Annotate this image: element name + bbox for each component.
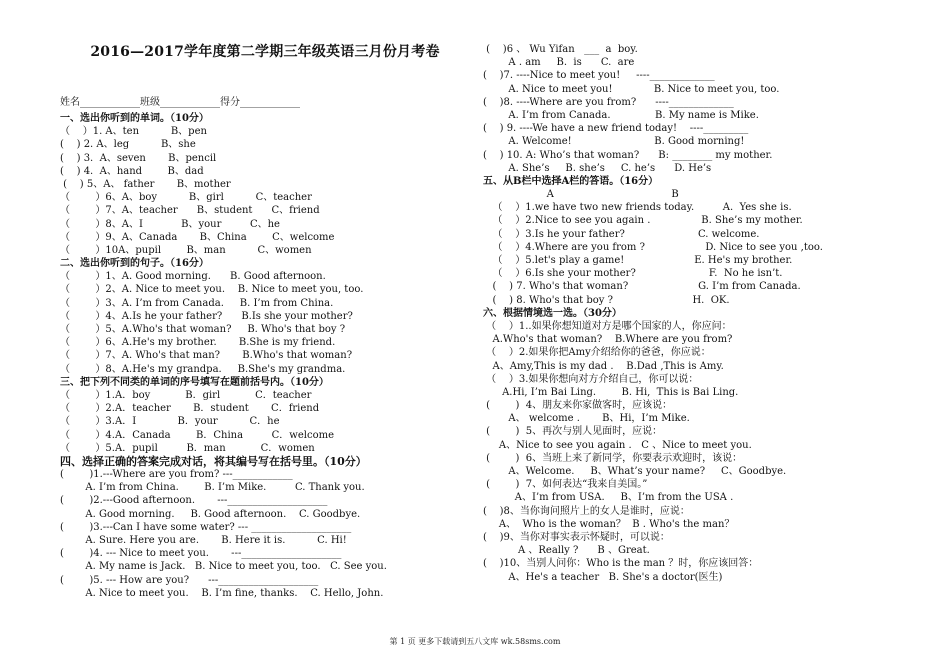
section-heading: 一、选出你听到的单词。（10分） bbox=[60, 113, 209, 124]
question-line: ( )8、当你询问照片上的女人是谁时，应说： bbox=[483, 505, 690, 517]
question-line: ( )9、当你对事实表示怀疑时，可以说： bbox=[483, 531, 670, 543]
question-line: ( ) 6、当班上来了新同学，你要表示欢迎时，该说： bbox=[483, 452, 743, 464]
question-line: ( )2.---Good afternoon. ---____________________ bbox=[60, 495, 328, 507]
question-line: （ ）10A、pupil B、man C、women bbox=[60, 244, 312, 256]
question-line: （ ）3.Is he your father? C. welcome. bbox=[483, 228, 760, 240]
question-line: A、He's a teacher B. She's a doctor(医生) bbox=[483, 571, 723, 583]
question-line: （ ）1.we have two new friends today. A. Yes she is. bbox=[483, 202, 792, 214]
question-line: （ ）8、A、I B、your C、he bbox=[60, 218, 280, 230]
question-line: A. Nice to meet you. B. I’m fine, thanks. C. Hello, John. bbox=[60, 587, 384, 599]
question-line: ( )7. ----Nice to meet you! ----_____________ bbox=[483, 70, 715, 82]
question-line: A.Hi, I’m Bai Ling. B. Hi, This is Bai Ling. bbox=[483, 386, 739, 398]
question-line: （ ）4、A.Is he your father? B.Is she your mother? bbox=[60, 310, 353, 322]
question-line: A、 Who is the woman？ B . Who's the man？ bbox=[483, 518, 735, 530]
question-line: ( ) 10. A: Who’s that woman? B: ________ my mother. bbox=[483, 149, 773, 161]
right-question-list bbox=[483, 43, 823, 584]
question-line: （ ）1..如果你想知道对方是哪个国家的人，你应问： bbox=[483, 320, 732, 332]
question-line: ( ) 5、A、 father B、mother bbox=[60, 178, 231, 190]
question-line: （ ）8、A.He's my grandpa. B.She's my grandma. bbox=[60, 363, 346, 375]
question-line: ( ) 4、朋友来你家做客时，应该说： bbox=[483, 400, 673, 412]
student-info-line: 姓名____________班级____________得分____________ bbox=[60, 97, 300, 108]
question-line: A. Nice to meet you! B. Nice to meet you, too. bbox=[483, 83, 780, 95]
question-line: （ ）2.A．teacher B．student C．friend bbox=[60, 403, 320, 415]
question-line: A. She’s B. she’s C. he’s D. He’s bbox=[483, 162, 712, 174]
question-line: A、Nice to see you again . C 、Nice to meet you. bbox=[483, 439, 752, 451]
question-line: ( ) 4. A、hand B、dad bbox=[60, 165, 204, 177]
question-line: （ ）1、A. Good morning. B. Good afternoon. bbox=[60, 271, 326, 283]
question-line: （ ）5.let's play a game! E. He's my brother. bbox=[483, 255, 793, 266]
question-line: ( )10、当别人问你：Who is the man ？时，你应该回答： bbox=[483, 558, 759, 570]
question-line: （ ）5、A.Who's that woman? B. Who's that boy ? bbox=[60, 324, 346, 335]
question-line: A. Sure. Here you are. B. Here it is. C. Hi! bbox=[60, 535, 347, 546]
question-line: （ ）1. A、ten B、pen bbox=[60, 126, 207, 138]
question-line: （ ）3、A. I’m from Canada. B. I’m from China. bbox=[60, 297, 334, 309]
question-line: ( ) 7、如何表达“我来自美国。” bbox=[483, 479, 648, 491]
page-footer: 第 1 页 更多下载请到五八文库 wk.58sms.com bbox=[389, 637, 561, 646]
question-line: （ ）6.Is she your mother? F. No he isn’t. bbox=[483, 268, 783, 280]
question-line: （ ）4.A．Canada B．China C．welcome bbox=[60, 429, 334, 441]
question-line: （ ）3.如果你想向对方介绍自己，你可以说： bbox=[483, 373, 699, 385]
question-line: （ ）2.如果你把Amy介绍给你的爸爸，你应说： bbox=[483, 347, 711, 359]
question-line: ( ) 2. A、leg B、she bbox=[60, 139, 196, 151]
left-question-list bbox=[60, 112, 387, 600]
question-line: A B bbox=[483, 189, 679, 201]
question-line: （ ）9、A、Canada B、China C、welcome bbox=[60, 231, 335, 243]
question-line: A、Welcome. B、What’s your name? C、Goodbye. bbox=[483, 466, 787, 477]
section-heading: 五、从B栏中选择A栏的答语。（16分） bbox=[483, 175, 659, 187]
question-line: A. I’m from Canada. B. My name is Mike. bbox=[483, 109, 759, 121]
question-line: （ ）7、A、teacher B、student C、friend bbox=[60, 205, 320, 217]
question-line: （ ）6、A.He's my brother. B.She is my friend. bbox=[60, 337, 336, 349]
question-line: （ ）7、A. Who's that man? B.Who's that woman? bbox=[60, 350, 353, 362]
question-line: ( ) 9. ----We have a new friend today! ----_________ bbox=[483, 123, 749, 135]
section-heading: 三、把下列不同类的单词的序号填写在题前括号内。（10分） bbox=[60, 376, 329, 388]
question-line: ( )4. --- Nice to meet you. ---____________________ bbox=[60, 548, 342, 560]
question-line: ( )8. ----Where are you from? ----_____________ bbox=[483, 96, 734, 108]
question-line: A.Who's that woman? B.Where are you from? bbox=[483, 334, 733, 346]
question-line: A. My name is Jack. B. Nice to meet you, too. C. See you. bbox=[60, 561, 387, 573]
question-line: ( )3.---Can I have some water? --- ____________________ bbox=[60, 521, 352, 533]
question-line: A. Good morning. B. Good afternoon. C. Goodbye. bbox=[60, 508, 361, 520]
question-line: ( )5. --- How are you? ---____________________ bbox=[60, 574, 319, 586]
question-line: A 、Really ? B 、Great. bbox=[483, 545, 650, 557]
question-line: （ ）3.A．I B．your C．he bbox=[60, 416, 280, 428]
question-line: ( ) 7. Who's that woman? G. I’m from Canada. bbox=[483, 281, 801, 293]
section-heading: 四、选择正确的答案完成对话，将其编号写在括号里。（10分） bbox=[60, 454, 367, 468]
section-heading: 二、选出你听到的句子。（16分） bbox=[60, 258, 209, 270]
question-line: ( )1.---Where are you from? ---____________ bbox=[60, 469, 293, 481]
question-line: （ ）6、A、boy B、girl C、teacher bbox=[60, 192, 312, 204]
question-line: ( ) 8. Who's that boy ? H. OK. bbox=[483, 294, 730, 306]
question-line: （ ）2、A. Nice to meet you. B. Nice to meet you, too. bbox=[60, 284, 364, 296]
question-line: A、 welcome . B、Hi，I’m Mike. bbox=[483, 413, 690, 425]
question-line: ( )6 、 Wu Yifan ___ a boy. bbox=[483, 44, 638, 55]
question-line: ( ) 5、再次与别人见面时，应说： bbox=[483, 426, 663, 438]
exam-title: 2016—2017学年度第二学期三年级英语三月份月考卷 bbox=[90, 44, 440, 60]
question-line: （ ）1.A．boy B．girl C．teacher bbox=[60, 389, 312, 401]
question-line: A. I’m from China. B. I’m Mike. C. Thank you. bbox=[60, 482, 365, 494]
question-line: （ ）5.A．pupil B．man C．women bbox=[60, 442, 315, 454]
question-line: A. Welcome! B. Good morning! bbox=[483, 136, 745, 148]
question-line: A、I’m from USA. B、I’m from the USA . bbox=[483, 492, 734, 504]
question-line: A、Amy,This is my dad . B.Dad ,This is Amy. bbox=[483, 360, 724, 372]
question-line: A . am B. is C. are bbox=[483, 57, 635, 69]
question-line: （ ）2.Nice to see you again . B. She’s my mother. bbox=[483, 215, 803, 227]
question-line: ( ) 3. A、seven B、pencil bbox=[60, 152, 217, 164]
section-heading: 六、根据情境选一选。（30分） bbox=[483, 307, 622, 319]
question-line: （ ）4.Where are you from ? D. Nice to see you ,too. bbox=[483, 241, 823, 253]
